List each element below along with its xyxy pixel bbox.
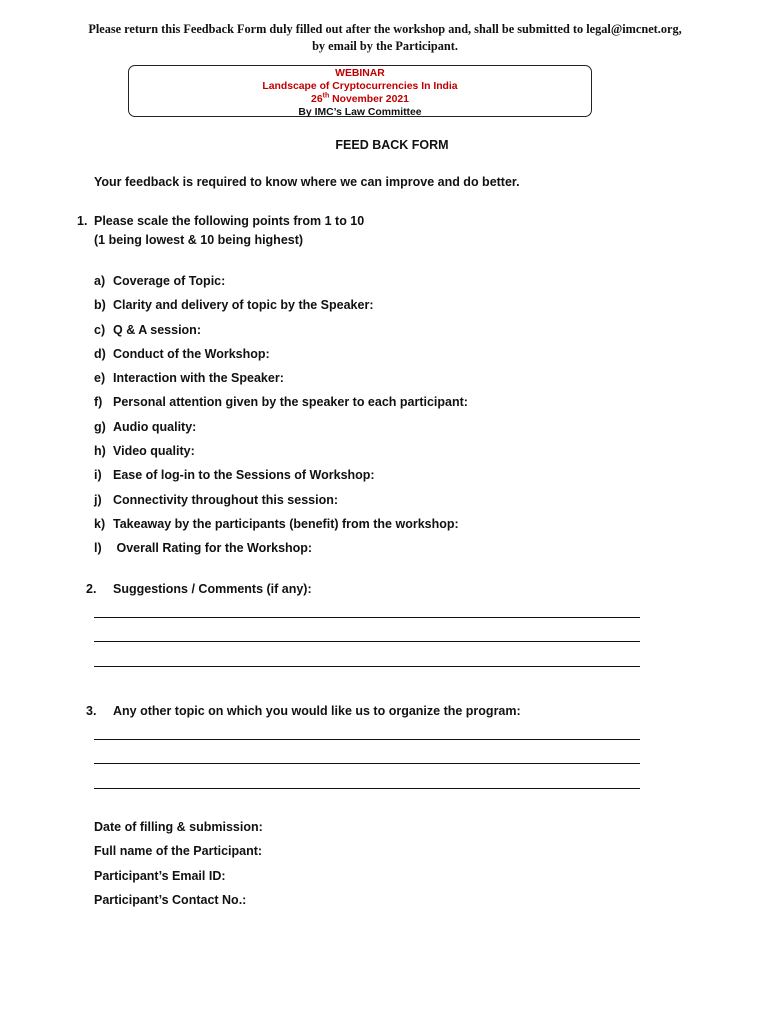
question-1-text: Please scale the following points from 1 to 10 <box>94 214 365 228</box>
webinar-type: WEBINAR <box>335 68 385 79</box>
item-label: Conduct of the Workshop: <box>113 346 270 361</box>
item-label: Coverage of Topic: <box>113 274 226 288</box>
date-field[interactable]: Date of filling & submission: <box>94 820 263 834</box>
item-label: Connectivity throughout this session: <box>113 492 339 507</box>
item-letter: d) <box>94 346 106 361</box>
question-1-subtext: (1 being lowest & 10 being highest) <box>94 233 304 247</box>
item-label: Video quality: <box>113 444 195 459</box>
comment-line[interactable] <box>94 666 640 667</box>
item-label: Personal attention given by the speaker to each participant: <box>113 395 468 410</box>
rating-item[interactable] <box>94 296 468 320</box>
rating-item[interactable] <box>94 515 468 539</box>
question-2-text: Suggestions / Comments (if any): <box>113 582 312 596</box>
item-letter: h) <box>94 444 106 459</box>
item-label: Clarity and delivery of topic by the Speaker: <box>113 298 374 313</box>
item-letter: j) <box>94 492 102 507</box>
item-label: Ease of log-in to the Sessions of Workshop: <box>113 468 375 483</box>
rating-items <box>94 272 468 564</box>
question-3 <box>86 704 521 718</box>
question-3-text: Any other topic on which you would like us to organize the program: <box>113 704 521 718</box>
name-field[interactable]: Full name of the Participant: <box>94 844 263 859</box>
instructions-line-2: by email by the Participant. <box>312 39 458 53</box>
item-label: Audio quality: <box>113 419 197 434</box>
question-2-number: 2. <box>86 582 97 596</box>
item-letter: b) <box>94 298 106 313</box>
item-letter: e) <box>94 371 106 386</box>
item-label: Takeaway by the participants (benefit) from the workshop: <box>113 516 459 531</box>
webinar-date <box>129 93 591 106</box>
rating-item[interactable] <box>94 321 468 345</box>
date-suffix: th <box>322 92 330 100</box>
webinar-organizer: By IMC’s Law Committee <box>298 107 422 118</box>
rating-item[interactable] <box>94 442 468 466</box>
comment-line[interactable] <box>94 641 640 642</box>
webinar-banner <box>128 65 592 117</box>
question-3-number: 3. <box>86 704 97 718</box>
item-letter: f) <box>94 395 103 410</box>
rating-item[interactable] <box>94 418 468 442</box>
question-1-number: 1. <box>77 214 88 228</box>
instructions <box>0 21 770 55</box>
rating-item[interactable] <box>94 539 468 563</box>
question-1 <box>77 212 364 250</box>
date-day: 26 <box>311 94 323 105</box>
date-rest: November 2021 <box>329 94 409 105</box>
contact-field[interactable]: Participant’s Contact No.: <box>94 892 247 907</box>
instructions-line-1: Please return this Feedback Form duly filled out after the workshop and, shall be submitted to legal@imcnet.org, <box>88 22 682 36</box>
item-label: Interaction with the Speaker: <box>113 371 284 386</box>
form-title: FEED BACK FORM <box>335 138 449 152</box>
topic-line[interactable] <box>94 763 640 764</box>
email-field[interactable]: Participant’s Email ID: <box>94 868 226 883</box>
intro-text: Your feedback is required to know where we can improve and do better. <box>94 175 520 189</box>
item-letter: a) <box>94 274 106 288</box>
topic-line[interactable] <box>94 788 640 789</box>
comment-line[interactable] <box>94 617 640 618</box>
item-label: Overall Rating for the Workshop: <box>113 541 313 556</box>
rating-item[interactable] <box>94 393 468 417</box>
rating-item[interactable] <box>94 369 468 393</box>
question-2 <box>86 582 312 596</box>
item-letter: i) <box>94 468 102 483</box>
rating-item[interactable] <box>94 491 468 515</box>
item-label: Q & A session: <box>113 322 201 337</box>
item-letter: g) <box>94 419 106 434</box>
item-letter: l) <box>94 541 102 556</box>
rating-item[interactable] <box>94 466 468 490</box>
rating-item[interactable] <box>94 345 468 369</box>
item-letter: c) <box>94 322 106 337</box>
rating-item[interactable] <box>94 272 468 296</box>
topic-line[interactable] <box>94 739 640 740</box>
webinar-title: Landscape of Cryptocurrencies In India <box>262 81 458 92</box>
participant-details <box>94 818 263 915</box>
item-letter: k) <box>94 516 106 531</box>
